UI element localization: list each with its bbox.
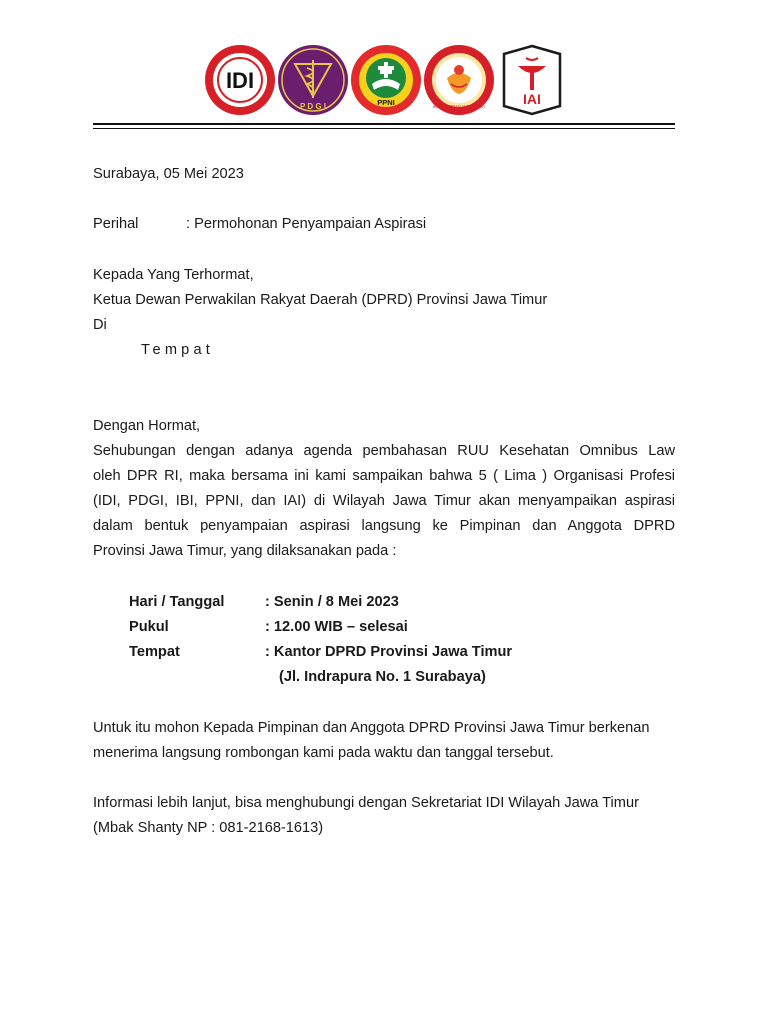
recipient-place: Tempat bbox=[141, 342, 215, 358]
recipient-di: Di bbox=[93, 317, 107, 333]
body-line: Sehubungan dengan adanya agenda pembahasan RUU Kesehatan Omnibus Law bbox=[93, 443, 675, 459]
idi-logo bbox=[204, 44, 276, 116]
logo-row bbox=[204, 44, 568, 116]
detail-address: (Jl. Indrapura No. 1 Surabaya) bbox=[279, 669, 486, 685]
ppni-logo bbox=[350, 44, 422, 116]
body-line: oleh DPR RI, maka bersama ini kami sampaikan bahwa 5 ( Lima ) Organisasi Profesi bbox=[93, 468, 675, 484]
body-line: Provinsi Jawa Timur, yang dilaksanakan pada : bbox=[93, 543, 397, 559]
detail-label-time: Pukul bbox=[129, 619, 169, 635]
greeting: Dengan Hormat, bbox=[93, 418, 201, 434]
header-rule-thick bbox=[93, 123, 675, 125]
subject-label: Perihal bbox=[93, 216, 139, 232]
closing-line: menerima langsung rombongan kami pada waktu dan tanggal tersebut. bbox=[93, 745, 554, 761]
iai-logo bbox=[496, 44, 568, 116]
idi-logo-text: IDI bbox=[225, 68, 255, 93]
detail-value-date: : Senin / 8 Mei 2023 bbox=[265, 594, 399, 610]
closing-line: Untuk itu mohon Kepada Pimpinan dan Anggota DPRD Provinsi Jawa Timur berkenan bbox=[93, 720, 650, 736]
iai-logo-text: IAI bbox=[523, 91, 541, 107]
body-line: dalam bentuk penyampaian aspirasi langsung ke Pimpinan dan Anggota DPRD bbox=[93, 518, 675, 534]
body-paragraph bbox=[93, 439, 675, 564]
ibi-logo-text: IKATAN BIDAN INDONESIA bbox=[432, 104, 486, 109]
pdgi-logo bbox=[277, 44, 349, 116]
ibi-logo bbox=[423, 44, 495, 116]
ppni-logo-text: PPNI bbox=[377, 98, 395, 107]
detail-label-place: Tempat bbox=[129, 644, 180, 660]
contact-line: Informasi lebih lanjut, bisa menghubungi dengan Sekretariat IDI Wilayah Jawa Timur bbox=[93, 795, 639, 811]
recipient-salutation: Kepada Yang Terhormat, bbox=[93, 267, 254, 283]
detail-label-date: Hari / Tanggal bbox=[129, 594, 225, 610]
place-date: Surabaya, 05 Mei 2023 bbox=[93, 166, 244, 182]
subject-value: : Permohonan Penyampaian Aspirasi bbox=[186, 216, 427, 232]
detail-value-time: : 12.00 WIB – selesai bbox=[265, 619, 408, 635]
recipient-title: Ketua Dewan Perwakilan Rakyat Daerah (DPRD) Provinsi Jawa Timur bbox=[93, 292, 548, 308]
contact-phone: (Mbak Shanty NP : 081-2168-1613) bbox=[93, 820, 324, 836]
detail-value-place: : Kantor DPRD Provinsi Jawa Timur bbox=[265, 644, 513, 660]
pdgi-logo-text: P D G I bbox=[299, 102, 327, 111]
header-rule-thin bbox=[93, 128, 675, 129]
body-line: (IDI, PDGI, IBI, PPNI, dan IAI) di Wilayah Jawa Timur akan menyampaikan aspirasi bbox=[93, 493, 675, 509]
